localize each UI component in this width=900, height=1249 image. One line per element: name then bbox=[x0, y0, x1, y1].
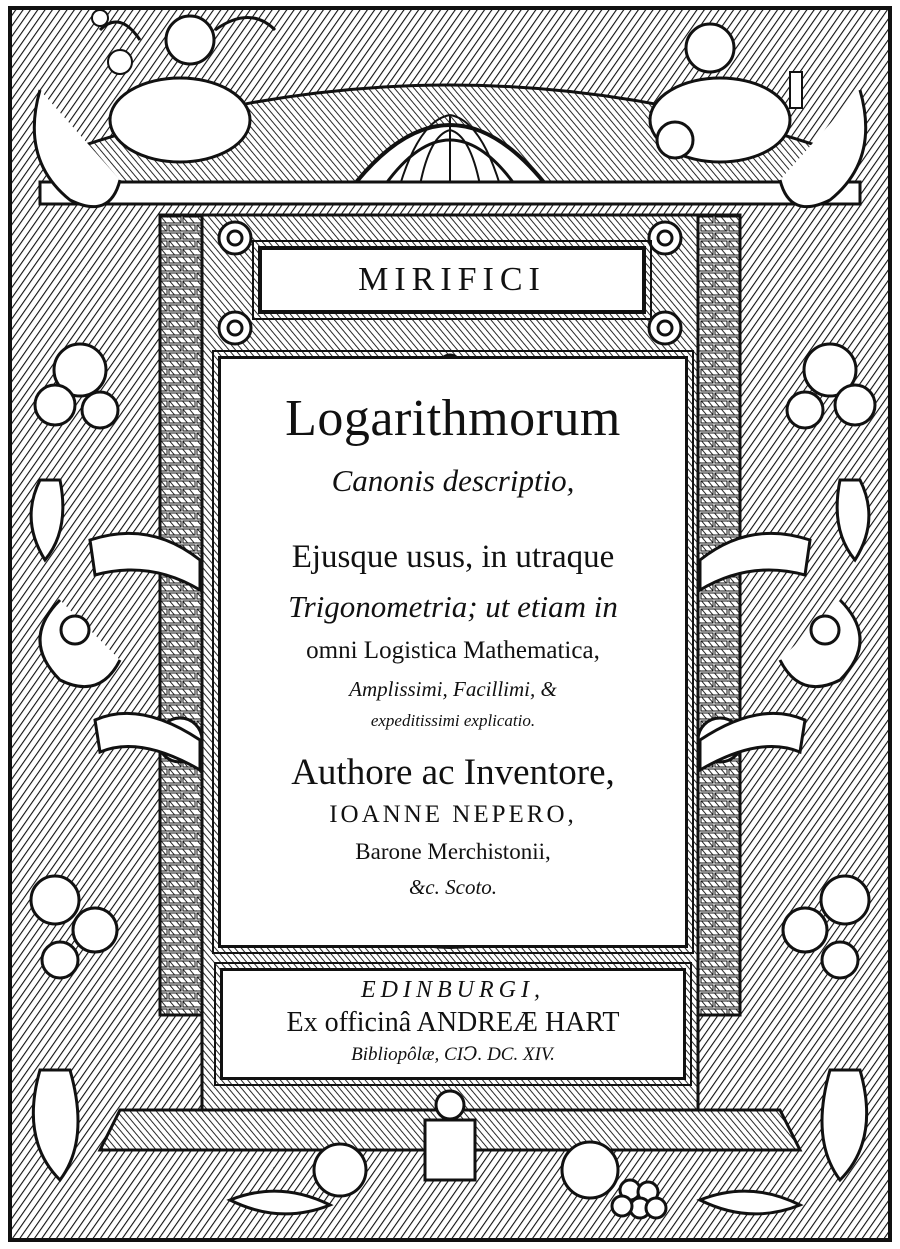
subtitle: Canonis descriptio, bbox=[331, 463, 575, 498]
main-text-panel bbox=[218, 356, 688, 948]
main-title: Logarithmorum bbox=[285, 390, 621, 447]
title-label-panel bbox=[258, 246, 646, 314]
author-title: Barone Merchistonii, bbox=[355, 839, 551, 864]
imprint-date: Bibliopôlæ, CIↃ. DC. XIV. bbox=[351, 1044, 555, 1065]
text-line-6: Amplissimi, Facillimi, & bbox=[349, 677, 557, 701]
title-label: MIRIFICI bbox=[358, 261, 546, 298]
text-line-7: expeditissimi explicatio. bbox=[370, 711, 536, 730]
hourglass-icon bbox=[790, 72, 802, 108]
skull-icon bbox=[657, 122, 693, 158]
imprint-printer: Ex officinâ ANDREÆ HART bbox=[286, 1007, 620, 1038]
author-heading: Authore ac Inventore, bbox=[291, 752, 615, 793]
text-line-4: Trigonometria; ut etiam in bbox=[288, 589, 618, 624]
imprint-city: EDINBURGI, bbox=[361, 977, 545, 1003]
left-pillar bbox=[160, 215, 202, 1015]
text-line-3: Ejusque usus, in utraque bbox=[291, 539, 615, 575]
text-line-5: omni Logistica Mathematica, bbox=[306, 637, 600, 664]
right-pillar bbox=[698, 215, 740, 1015]
author-name: IOANNE NEPERO, bbox=[329, 801, 577, 828]
author-origin: &c. Scoto. bbox=[408, 875, 498, 899]
lock-icon bbox=[425, 1120, 475, 1180]
imprint-panel bbox=[220, 968, 686, 1080]
